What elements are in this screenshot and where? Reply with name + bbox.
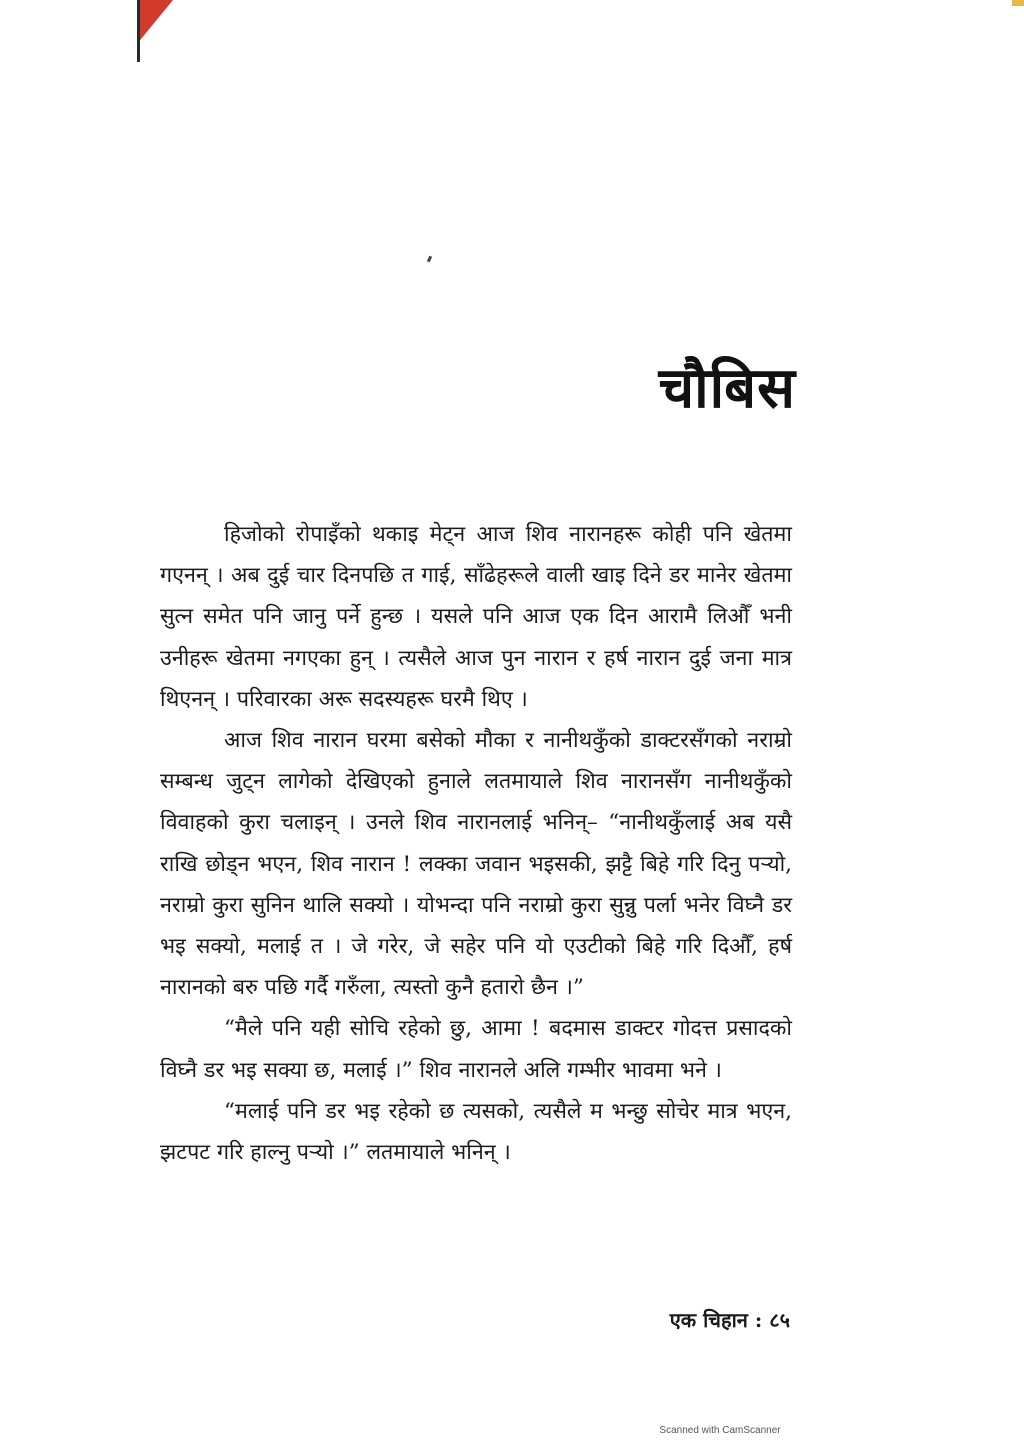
corner-dark-edge: [137, 0, 140, 62]
body-text: [160, 514, 792, 1173]
paragraph-2: आज शिव नारान घरमा बसेको मौका र नानीथकुँको डाक्टरसँगको नराम्रो सम्बन्ध जुट्न लागेको देखिएको हुनाले लतमायाले शिव नारानसँग नानीथकुँको विवाहको कुरा चलाइन् । उनले शिव नारानलाई भनिन्– “नानीथकुँलाई अब यसै राखि छोड्न भएन, शिव नारान ! लक्का जवान भइसकी, झट्टै बिहे गरि दिनु पऱ्यो, नराम्रो कुरा सुनिन थालि सक्यो । योभन्दा पनि नराम्रो कुरा सुन्नु पर्ला भनेर विघ्नै डर भइ सक्यो, मलाई त । जे गरेर, जे सहेर पनि यो एउटीको बिहे गरि दिऔँ, हर्ष नारानको बरु पछि गर्दै गरुँला, त्यस्तो कुनै हतारो छैन ।”: [160, 728, 792, 1001]
ink-speck: [427, 256, 432, 263]
corner-yellow-mark: [1012, 0, 1024, 6]
paragraph-1: हिजोको रोपाइँको थकाइ मेट्न आज शिव नारानहरू कोही पनि खेतमा गएनन् । अब दुई चार दिनपछि त गाई, साँढेहरूले वाली खाइ दिने डर मानेर खेतमा सुत्न समेत पनि जानु पर्ने हुन्छ । यसले पनि आज एक दिन आरामै लिऔँ भनी उनीहरू खेतमा नगएका हुन् । त्यसैले आज पुन नारान र हर्ष नारान दुई जना मात्र थिएनन् । परिवारका अरू सदस्यहरू घरमै थिए ।: [160, 522, 792, 712]
paragraph-4: “मलाई पनि डर भइ रहेको छ त्यसको, त्यसैले म भन्छु सोचेर मात्र भएन, झटपट गरि हाल्नु पऱ्यो ।” लतमायाले भनिन् ।: [160, 1098, 792, 1166]
footer-separator: :: [754, 1308, 763, 1332]
paragraph-3: “मैले पनि यही सोचि रहेको छु, आमा ! बदमास डाक्टर गोदत्त प्रसादको विघ्नै डर भइ सक्या छ, मलाई ।” शिव नारानले अलि गम्भीर भावमा भने ।: [160, 1016, 792, 1083]
corner-red-mark: [137, 0, 173, 44]
scanner-watermark: Scanned with CamScanner: [659, 1425, 781, 1436]
page-footer: [560, 1306, 790, 1333]
footer-book-title: एक चिहान: [669, 1308, 748, 1332]
page-left-margin: [0, 0, 136, 1449]
chapter-title: चौबिस: [658, 355, 796, 421]
footer-page-number: ८५: [769, 1308, 790, 1332]
